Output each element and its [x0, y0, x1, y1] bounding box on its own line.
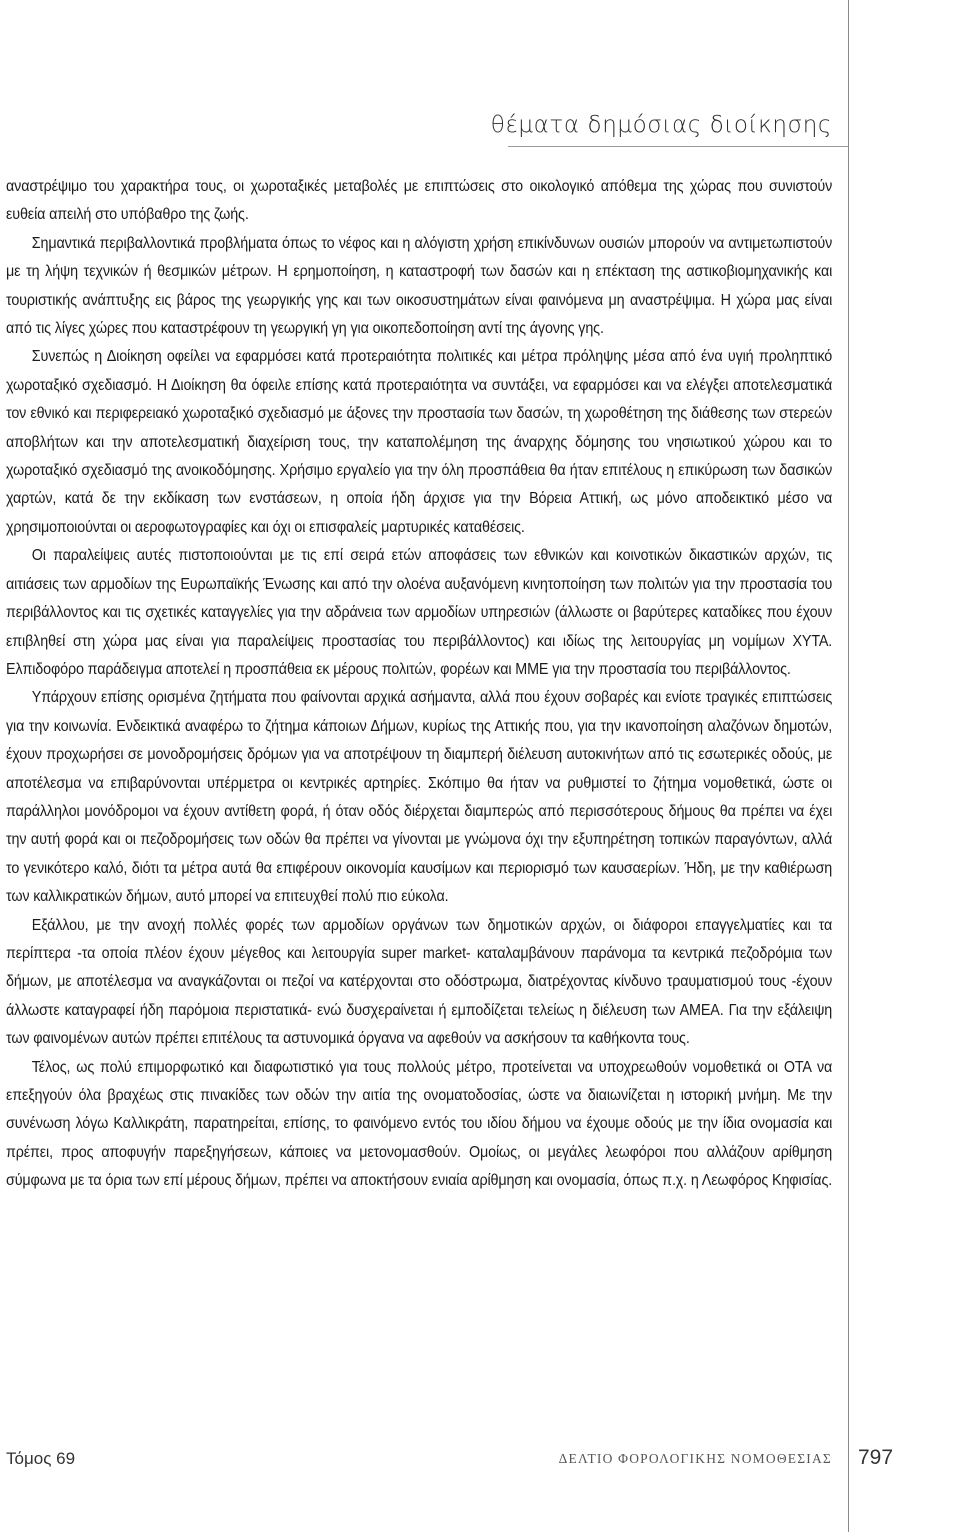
paragraph-7: Τέλος, ως πολύ επιμορφωτικό και διαφωτιστικό για τους πολλούς μέτρο, προτείνεται να υποχρεωθούν νομοθετικά οι ΟΤΑ να επεξηγούν όλα βραχέως στις πινακίδες των οδών την αιτία της ονοματοδοσίας, ώστε να διαιωνίζεται η ιστορική μνήμη. Με την συνένωση λόγω Καλλικράτη, παρατηρείται, επίσης, το φαινόμενο εντός του ιδίου δήμου να έχουμε οδούς με την ίδια ονομασία και πρέπει, προς αποφυγήν παρεξηγήσεων, κάποιες να μετονομασθούν. Ομοίως, οι μεγάλες λεωφόροι που αλλάζουν αρίθμηση σύμφωνα με τα όρια των επί μέρους δήμων, πρέπει να αποκτήσουν ενιαία αρίθμηση και ονομασία, όπως π.χ. η Λεωφόρος Κηφισίας. — [6, 1058, 833, 1190]
article-body — [6, 173, 832, 1196]
paragraph-1: αναστρέψιμο του χαρακτήρα τους, οι χωροταξικές μεταβολές με επιπτώσεις στο οικολογικό απόθεμα της χώρας που συνιστούν ευθεία απειλή στο υπόβαθρο της ζωής. — [6, 178, 833, 224]
title-underline — [508, 146, 848, 147]
volume-label: Τόμος 69 — [6, 1449, 76, 1468]
paragraph-6: Εξάλλου, με την ανοχή πολλές φορές των αρμοδίων οργάνων των δημοτικών αρχών, οι διάφοροι επαγγελματίες και τα περίπτερα -τα οποία πλέον έχουν μέγεθος και λειτουργία super market- καταλαμβάνουν παράνομα τα κεντρικά πεζοδρόμια των δήμων, με αποτέλεσμα να αναγκάζονται οι πεζοί να κατέρχονται στο οδόστρωμα, διατρέχοντας κίνδυνο τραυματισμού τους -έχουν άλλωστε καταγραφεί ήδη παρόμοια περιστατικά- ενώ δυσχεραίνεται ή εμποδίζεται τελείως η διέλευση των ΑΜΕΑ. Για την εξάλειψη των φαινομένων αυτών πρέπει επιτέλους τα αστυνομικά όργανα να αφεθούν να ασκήσουν τα καθήκοντα τους. — [6, 916, 833, 1048]
paragraph-4: Οι παραλείψεις αυτές πιστοποιούνται με τις επί σειρά ετών αποφάσεις των εθνικών και κοινοτικών δικαστικών αρχών, τις αιτιάσεις των αρμοδίων της Ευρωπαϊκής Ένωσης και από την ολοένα αυξανόμενη κινητοποίηση των πολιτών για την προστασία του περιβάλλοντος και τις σχετικές καταγγελίες για την αδράνεια των αρμοδίων υπηρεσιών (άλλωστε οι βαρύτερες καταδίκες που έχουν επιβληθεί στη χώρα μας είναι για παραλείψεις προστασίας του περιβάλλοντος) και ιδίως της λειτουργίας μη νομίμων ΧΥΤΑ. Ελπιδοφόρο παράδειγμα αποτελεί η προσπάθεια εκ μέρους πολιτών, φορέων και ΜΜΕ για την προστασία του περιβάλλοντος. — [6, 547, 833, 678]
publication-name: ΔΕΛΤΙΟ ΦΟΡΟΛΟΓΙΚΗΣ ΝΟΜΟΘΕΣΙΑΣ — [558, 1451, 832, 1466]
paragraph-3: Συνεπώς η Διοίκηση οφείλει να εφαρμόσει κατά προτεραιότητα πολιτικές και μέτρα πρόληψης μέσα από ένα υγιή προληπτικό χωροταξικό σχεδιασμό. Η Διοίκηση θα όφειλε επίσης κατά προτεραιότητα να συντάξει, να εφαρμόσει και να ελέγξει αποτελεσματικά τον εθνικό και περιφερειακό χωροταξικό σχεδιασμό με άξονες την προστασία των δασών, τη χωροθέτηση της διάθεσης των στερεών αποβλήτων και την αποτελεσματική διαχείριση τους, την καταπολέμηση της άναρχης δόμησης του νησιωτικού χώρου και το χωροταξικό σχεδιασμό της ανοικοδόμησης. Χρήσιμο εργαλείο για την όλη προσπάθεια θα ήταν επιτέλους η επικύρωση των δασικών χαρτών, κατά δε την εκδίκαση των ενστάσεων, η οποία ήδη άρχισε για την Βόρεια Αττική, ως μόνο αποδεικτικό μέσο να χρησιμοποιούνται οι αεροφωτογραφίες και όχι οι επισφαλείς μαρτυρικές καταθέσεις. — [6, 348, 833, 536]
right-margin-rule — [848, 0, 849, 1532]
paragraph-2: Σημαντικά περιβαλλοντικά προβλήματα όπως το νέφος και η αλόγιστη χρήση επικίνδυνων ουσιών μπορούν να αντιμετωπιστούν με τη λήψη τεχνικών ή θεσμικών μέτρων. Η ερημοποίηση, η καταστροφή των δασών και η επέκταση της αστικοβιομηχανικής και τουριστικής ανάπτυξης εις βάρος της γεωργικής γης και των οικοσυστημάτων είναι φαινόμενα μη αναστρέψιμα. Η χώρα μας είναι από τις λίγες χώρες που καταστρέφουν τη γεωργική γη για οικοπεδοποίηση αντί της άγονης γης. — [6, 234, 833, 338]
paragraph-5: Υπάρχουν επίσης ορισμένα ζητήματα που φαίνονται αρχικά ασήμαντα, αλλά που έχουν σοβαρές και ενίοτε τραγικές επιπτώσεις για την κοινωνία. Ενδεικτικά αναφέρω το ζήτημα κάποιων Δήμων, κυρίως της Αττικής που, για την ικανοποίηση αλαζόνων δημοτών, έχουν προχωρήσει σε μονοδρομήσεις δρόμων για να αποτρέψουν τη διαμπερή διέλευση αυτοκινήτων από τις εσωτερικές οδούς, με αποτέλεσμα να επιβαρύνονται υπέρμετρα οι κεντρικές αρτηρίες. Σκόπιμο θα ήταν να ρυθμιστεί το ζήτημα νομοθετικά, ώστε οι παράλληλοι μονόδρομοι να έχουν αντίθετη φορά, ή όταν οδός διέρχεται διαμπερώς από περισσότερους δήμους θα πρέπει να έχει την αυτή φορά και οι πεζοδρομήσεις των οδών θα πρέπει να γίνονται με γνώμονα όχι την εξυπηρέτηση τοπικών παραγόντων, αλλά το γενικότερο καλό, διότι τα μέτρα αυτά θα επιφέρουν οικονομία καυσίμων και περιορισμό των καυσαερίων. Ήδη, με την καθιέρωση των καλλικρατικών δήμων, αυτό μπορεί να επιτευχθεί πολύ πιο εύκολα. — [6, 689, 833, 906]
section-title: θέματα δημόσιας διοίκησης — [490, 112, 832, 138]
page-number: 797 — [858, 1446, 894, 1469]
